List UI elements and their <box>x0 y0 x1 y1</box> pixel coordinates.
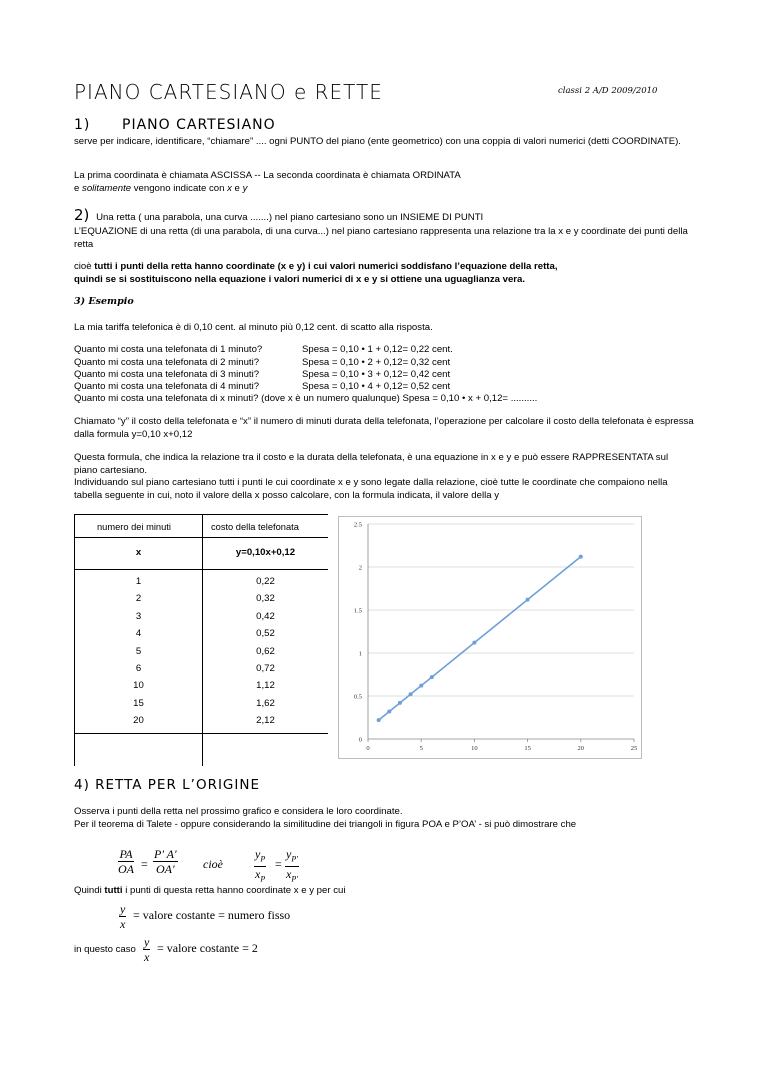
text-fragment: e <box>231 182 243 194</box>
tariff-intro: La mia tariffa telefonica è di 0,10 cent. al minuto più 0,12 cent. di scatto alla risposta. <box>74 322 433 333</box>
data-point <box>526 598 530 602</box>
table-cell-cost: 1,62 <box>256 697 275 709</box>
representation-paragraph: Questa formula, che indica la relazione tra il costo e la durata della telefonata, è una equazione in x e y e può essere RAPPRESENTATA sul piano cartesiano. <box>74 452 669 476</box>
table-cell-cost: 0,22 <box>256 576 275 587</box>
fraction-pa1-oa1 <box>153 847 178 876</box>
section-4-heading: 4) RETTA PER L’ORIGINE <box>74 777 261 793</box>
ascissa-ordinata-line: La prima coordinata è chiamata ASCISSA -- La seconda coordinata è chiamata ORDINATA <box>74 170 461 181</box>
var-x: x <box>255 867 261 882</box>
table-header-minutes: numero dei minuti <box>97 522 171 532</box>
equals-sign: = <box>141 857 148 871</box>
y-tick-label: 1 <box>358 650 362 658</box>
table-var-y: y=0,10x+0,12 <box>235 547 296 558</box>
table-var-x: x <box>135 547 142 558</box>
answer-text: Spesa = 0,10 • 2 + 0,12= 0,32 cent <box>302 357 451 368</box>
points-paragraph: Individuando sul piano cartesiano tutti i punti le cui coordinate x e y sono legate dalla relazione, cioè tutte le coordinate che compaiono nella tabella seguente in cui, noto il valore della x posso calcolare, con la formula indicata, il valore della y <box>74 477 668 501</box>
section-1-number: 1) <box>74 117 91 133</box>
fraction-denominator <box>285 867 299 886</box>
in-questo-caso-label: in questo caso <box>74 944 136 955</box>
data-point <box>419 684 423 688</box>
table-cell-minutes: 6 <box>135 663 142 674</box>
y-tick-label: 0 <box>358 736 362 744</box>
table-bottom-divider <box>75 733 328 734</box>
data-point <box>377 718 381 722</box>
class-label: classi 2 A/D 2009/2010 <box>558 86 658 96</box>
data-point <box>472 641 476 645</box>
section-1-heading <box>74 117 276 133</box>
data-point <box>398 701 402 705</box>
table-header-cost: costo della telefonata <box>211 522 299 532</box>
table-cell-minutes: 10 <box>133 680 144 692</box>
data-point <box>430 675 434 679</box>
data-point <box>409 692 413 696</box>
question-row <box>74 369 451 380</box>
answer-text: Spesa = 0,10 • 4 + 0,12= 0,52 cent <box>302 381 451 392</box>
x-tick-label: 0 <box>366 745 370 752</box>
text-fragment-italic: y <box>242 182 248 194</box>
text-fragment-italic: x <box>227 182 232 194</box>
text-fragment-bold: tutti <box>104 885 123 896</box>
fraction-numerator: y <box>144 935 150 949</box>
table-cell-cost: 0,52 <box>256 628 275 640</box>
table-cell-cost: 2,12 <box>256 715 275 727</box>
var-y: y <box>286 847 292 861</box>
table-cell-minutes: 3 <box>135 610 142 622</box>
section-4-text3 <box>74 885 694 898</box>
table-cell-minutes: 4 <box>135 628 142 640</box>
fraction-denominator <box>254 867 266 886</box>
table-cell-minutes: 20 <box>133 715 144 727</box>
section-1-title: PIANO CARTESIANO <box>122 117 276 133</box>
fraction-denominator: OA <box>118 862 134 876</box>
x-tick-label: 20 <box>577 745 585 752</box>
section-2-number: 2) <box>74 206 90 224</box>
section-4-text2: Per il teorema di Talete - oppure considerando la similitudine dei triangoli in figura POA e P’OA’ - si può dimostrare che <box>74 819 577 830</box>
text-fragment-bold: tutti i punti della retta hanno coordinate (x e y) i cui valori numerici soddisfano l’equazione della retta, <box>94 261 558 272</box>
section-4-text1: Osserva i punti della retta nel prossimo grafico e considera le loro coordinate. <box>74 806 403 817</box>
text-fragment: e <box>74 182 83 194</box>
var-x: x <box>286 867 292 882</box>
table-cell-cost: 0,62 <box>256 645 275 657</box>
formula-paragraph: Chiamato “y” il costo della telefonata e “x” il numero di minuti durata della telefonata, l’operazione per calcolare il costo della telefonata è espressa dalla formula y=0,10 x+0,12 <box>74 416 694 440</box>
text-fragment: Quindi <box>74 885 105 896</box>
data-point <box>579 555 583 559</box>
question-text: Quanto mi costa una telefonata di 3 minuti? <box>74 369 260 380</box>
fraction-y-x-2 <box>143 935 150 964</box>
question-row-x: Quanto mi costa una telefonata di x minuti? (dove x è un numero qualunque) Spesa = 0,10 • x + 0,12= .......... <box>74 393 538 404</box>
section-3-heading: 3) Esempio <box>74 296 134 307</box>
y-tick-label: 2.5 <box>353 521 362 529</box>
text-fragment: i punti di questa retta hanno coordinate x e y per cui <box>122 885 346 896</box>
fraction-denominator: x <box>120 917 126 931</box>
fraction-numerator <box>254 847 266 867</box>
text-fragment-bold: quindi se si sostituiscono nella equazione i valori numerici di x e y si ottiene una uguaglianza vera. <box>74 273 526 285</box>
x-tick-label: 15 <box>524 745 531 752</box>
page-title: PIANO CARTESIANO e RETTE <box>74 80 383 104</box>
subscript: P' <box>291 874 298 884</box>
question-text: Quanto mi costa una telefonata di 2 minuti? <box>74 357 260 368</box>
section-2-text: L’EQUAZIONE di una retta (di una parabola, di una curva...) nel piano cartesiano rappresenta una relazione tra la x e y coordinate dei punti della retta <box>74 226 688 250</box>
x-tick-label: 10 <box>471 745 478 752</box>
table-cell-minutes: 5 <box>135 645 142 657</box>
fraction-pa-oa <box>118 847 134 876</box>
table-var-divider <box>75 569 328 570</box>
question-text: Quanto mi costa una telefonata di 1 minuto? <box>74 344 263 355</box>
equation-constant: = valore costante = numero fisso <box>133 908 291 922</box>
values-table <box>74 514 328 766</box>
section-2-heading <box>74 206 483 224</box>
text-fragment: cioè <box>74 261 95 272</box>
section-2-title: Una retta ( una parabola, una curva .......) nel piano cartesiano sono un INSIEME DI PUNTI <box>96 212 484 223</box>
x-tick-label: 25 <box>630 745 638 752</box>
fraction-denominator: x <box>144 950 150 964</box>
data-point <box>387 709 391 713</box>
fraction-numerator: y <box>120 902 126 916</box>
answer-text: Spesa = 0,10 • 3 + 0,12= 0,42 cent <box>302 369 451 380</box>
y-tick-label: 0.5 <box>353 693 362 701</box>
chart-frame <box>339 517 642 759</box>
equation-constant-2: = valore costante = 2 <box>157 941 258 955</box>
subscript: P <box>260 874 266 884</box>
var-y: y <box>255 847 261 861</box>
question-row <box>74 381 451 392</box>
subscript: P' <box>291 854 298 864</box>
table-cell-minutes: 1 <box>135 576 142 587</box>
text-fragment-italic: solitamente <box>82 182 132 194</box>
table-cell-cost: 1,12 <box>256 680 275 692</box>
y-tick-label: 2 <box>358 564 362 572</box>
fraction-y-x <box>119 902 126 931</box>
table-cell-cost: 0,32 <box>256 593 275 605</box>
fraction-yp-xp <box>254 847 266 887</box>
table-cell-cost: 0,72 <box>256 663 275 674</box>
fraction-numerator: P' A' <box>154 847 177 861</box>
fraction-numerator <box>285 847 299 867</box>
table-cell-cost: 0,42 <box>256 610 275 622</box>
table-header-divider <box>75 537 328 538</box>
fraction-numerator: PA <box>119 847 133 861</box>
section-1-text: serve per indicare, identificare, “chiamare” .... ogni PUNTO del piano (ente geometrico) con una coppia di valori numerici (detti COORDINATE). <box>74 136 681 147</box>
line-chart <box>338 516 642 759</box>
question-text: Quanto mi costa una telefonata di 4 minuti? <box>74 381 260 392</box>
answer-text: Spesa = 0,10 • 1 + 0,12= 0,22 cent. <box>302 344 453 355</box>
subscript: P <box>260 854 266 864</box>
section-1-coordinates-text <box>74 170 694 195</box>
fraction-denominator: OA' <box>156 862 175 876</box>
section-2-bold-text <box>74 261 694 286</box>
fraction-yp1-xp1 <box>285 847 299 887</box>
x-tick-label: 5 <box>419 745 423 752</box>
table-cell-minutes: 15 <box>133 697 144 709</box>
equals-sign: = <box>275 857 282 871</box>
y-tick-label: 1.5 <box>353 607 362 615</box>
cioe-label: cioè <box>203 857 223 871</box>
question-row <box>74 357 451 368</box>
table-cell-minutes: 2 <box>135 593 142 605</box>
text-fragment: vengono indicate con <box>131 182 228 194</box>
question-row <box>74 344 453 355</box>
